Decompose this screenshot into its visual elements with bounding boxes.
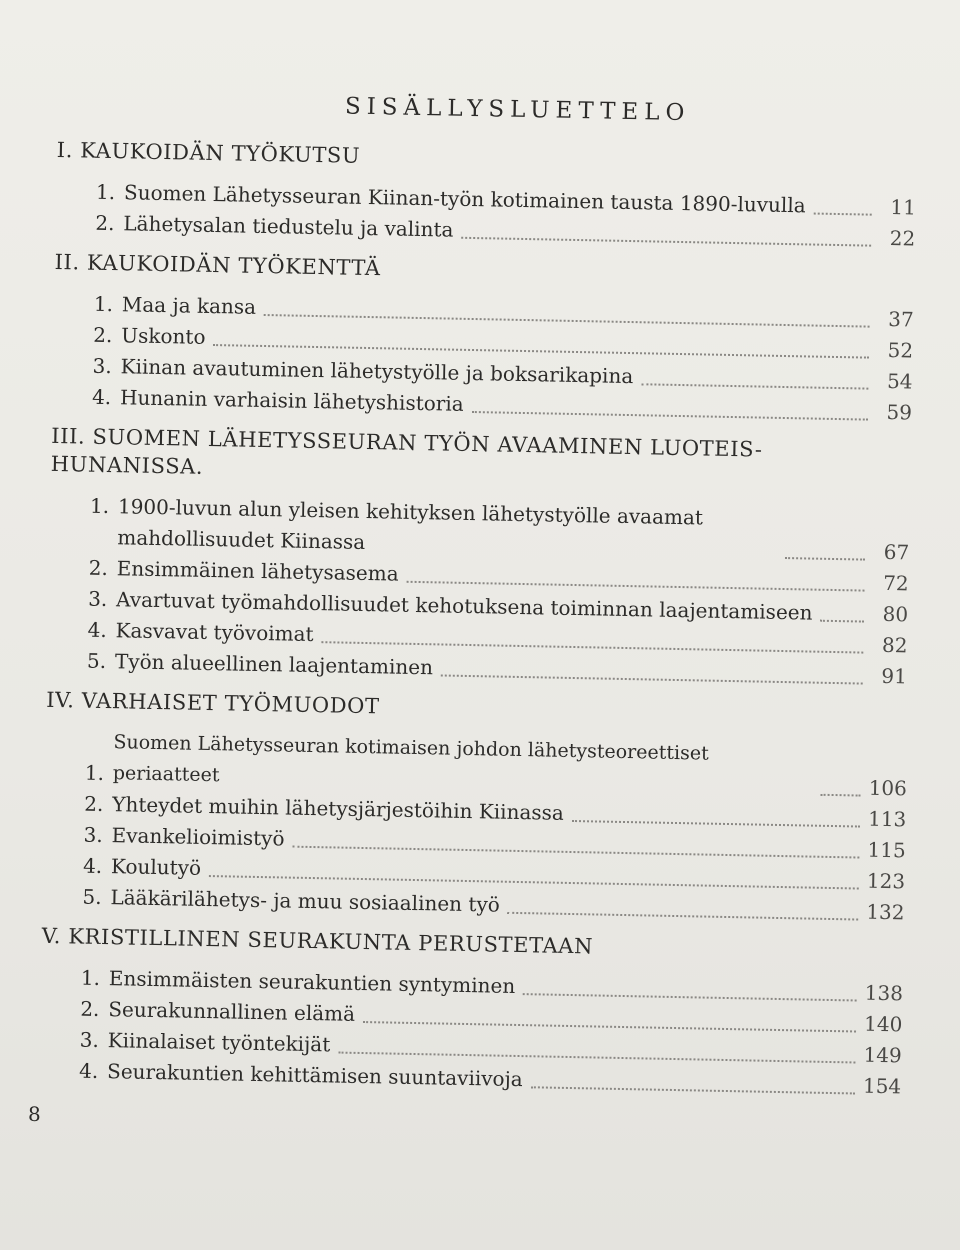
table-of-contents [39,88,918,1102]
entry-page: 67 [883,539,910,565]
entry-page: 11 [890,195,917,220]
entry-number: 4. [91,384,112,410]
entry-number: 1. [95,179,116,205]
entry-number: 2. [88,555,109,581]
entry-text: Suomen Lähetysseuran Kiinan-työn kotimainen tausta 1890-luvulla [123,180,806,218]
entry-number: 2. [84,791,104,817]
dot-leader [531,1086,855,1094]
entry-number: 1. [93,291,114,317]
entry-text: Yhteydet muihin lähetysjärjestöihin Kiinassa [112,792,565,825]
entry-page: 123 [866,868,906,894]
entry-number: 5. [86,648,107,674]
page-number: 8 [28,1102,41,1126]
chapter-4 [42,686,906,928]
entry-page: 138 [864,980,904,1006]
entry-text: Kiinan avautuminen lähetystyölle ja boksarikapina [120,354,634,389]
entry-page: 37 [888,306,914,332]
dot-leader [406,581,864,592]
entry-text: Koulutyö [110,854,202,880]
chapter-entries [92,289,914,429]
chapter-entries [95,177,916,255]
entry-text: Seurakunnallinen elämä [108,997,356,1026]
chapter-2 [52,248,915,428]
dot-leader [785,557,865,561]
entry-text: Avartuvat työmahdollisuudet kehotuksena toiminnan laajentamiseen [115,587,813,625]
entry-page: 82 [881,632,908,658]
dot-leader [813,213,871,216]
dot-leader [820,620,864,623]
chapter-1 [55,136,917,254]
entry-number: 3. [92,353,112,379]
entry-number: 2. [95,210,115,236]
entry-page: 154 [862,1073,902,1099]
dot-leader [821,794,861,797]
chapter-title: V. KRISTILLINEN SEURAKUNTA PERUSTETAAN [41,923,594,959]
entry-text: Lähetysalan tiedustelu ja valinta [123,211,454,242]
entry-number: 1. [84,760,105,786]
dot-leader [641,383,868,389]
entry-page: 106 [868,775,908,801]
entry-page: 115 [867,837,906,863]
entry-text: Hunanin varhaisin lähetyshistoria [119,385,464,416]
page-title: SISÄLLYSLUETTELO [344,93,691,127]
entry-number: 3. [87,586,108,612]
entry-page: 59 [886,399,913,425]
entry-number: 4. [78,1058,99,1083]
entry-page: 91 [881,663,908,689]
entry-number: 4. [82,853,103,878]
dot-leader [461,237,871,247]
entry-page: 22 [889,225,916,251]
entry-text: Ensimmäinen lähetysasema [116,556,399,586]
entry-text: Kiinalaiset työntekijät [107,1028,331,1057]
chapter-3 [47,422,912,692]
chapter-title: I. KAUKOIDÄN TYÖKUTSU [56,137,361,168]
entry-number: 5. [82,884,102,909]
entry-page: 80 [882,601,909,627]
chapter-entries [87,491,910,693]
entry-text: Kasvavat työvoimat [115,618,314,647]
entry-page: 54 [886,368,913,394]
entry-number: 1. [89,493,110,519]
entry-page: 140 [863,1011,903,1037]
entry-page: 72 [882,570,909,596]
chapter-5 [39,922,902,1102]
entry-number: 3. [79,1027,100,1052]
entry-text: Evankelioimistyö [111,823,285,851]
entry-text: Seurakuntien kehittämisen suuntaviivoja [106,1059,523,1092]
chapter-title: III. SUOMEN LÄHETYSSEURAN TYÖN AVAAMINEN LUOTEIS-HUNANISSA. [50,423,763,479]
entry-number: 3. [83,822,103,847]
dot-leader [472,411,868,421]
dot-leader [441,674,863,684]
dot-leader [523,993,857,1001]
entry-text: Lääkärilähetys- ja muu sosiaalinen työ [110,885,501,917]
entry-text: Maa ja kansa [121,292,257,319]
entry-page: 132 [866,899,905,925]
chapter-entries [78,963,904,1103]
entry-page: 149 [863,1042,903,1068]
entry-text: Työn alueellinen laajentaminen [114,649,434,680]
entry-page: 113 [867,806,907,832]
entry-page: 52 [887,337,914,363]
entry-number: 2. [80,996,100,1021]
chapter-title: II. KAUKOIDÄN TYÖKENTTÄ [54,249,381,281]
entry-text: 1900-luvun alun yleisen kehityksen lähetystyölle avaamat mahdollisuudet Kiinassa [117,494,704,554]
chapter-title: IV. VARHAISET TYÖMUODOT [46,687,380,719]
dot-leader [508,912,859,921]
dot-leader [572,820,860,828]
entry-text: Uskonto [121,323,206,349]
chapter-entries [82,727,908,929]
entry-text: Suomen Lähetysseuran kotimaisen johdon lähetysteoreettiset periaatteet [112,731,709,787]
entry-number: 1. [80,965,101,990]
entry-number: 2. [93,322,113,348]
entry-text: Ensimmäisten seurakuntien syntyminen [108,966,516,998]
entry-number: 4. [87,617,107,643]
